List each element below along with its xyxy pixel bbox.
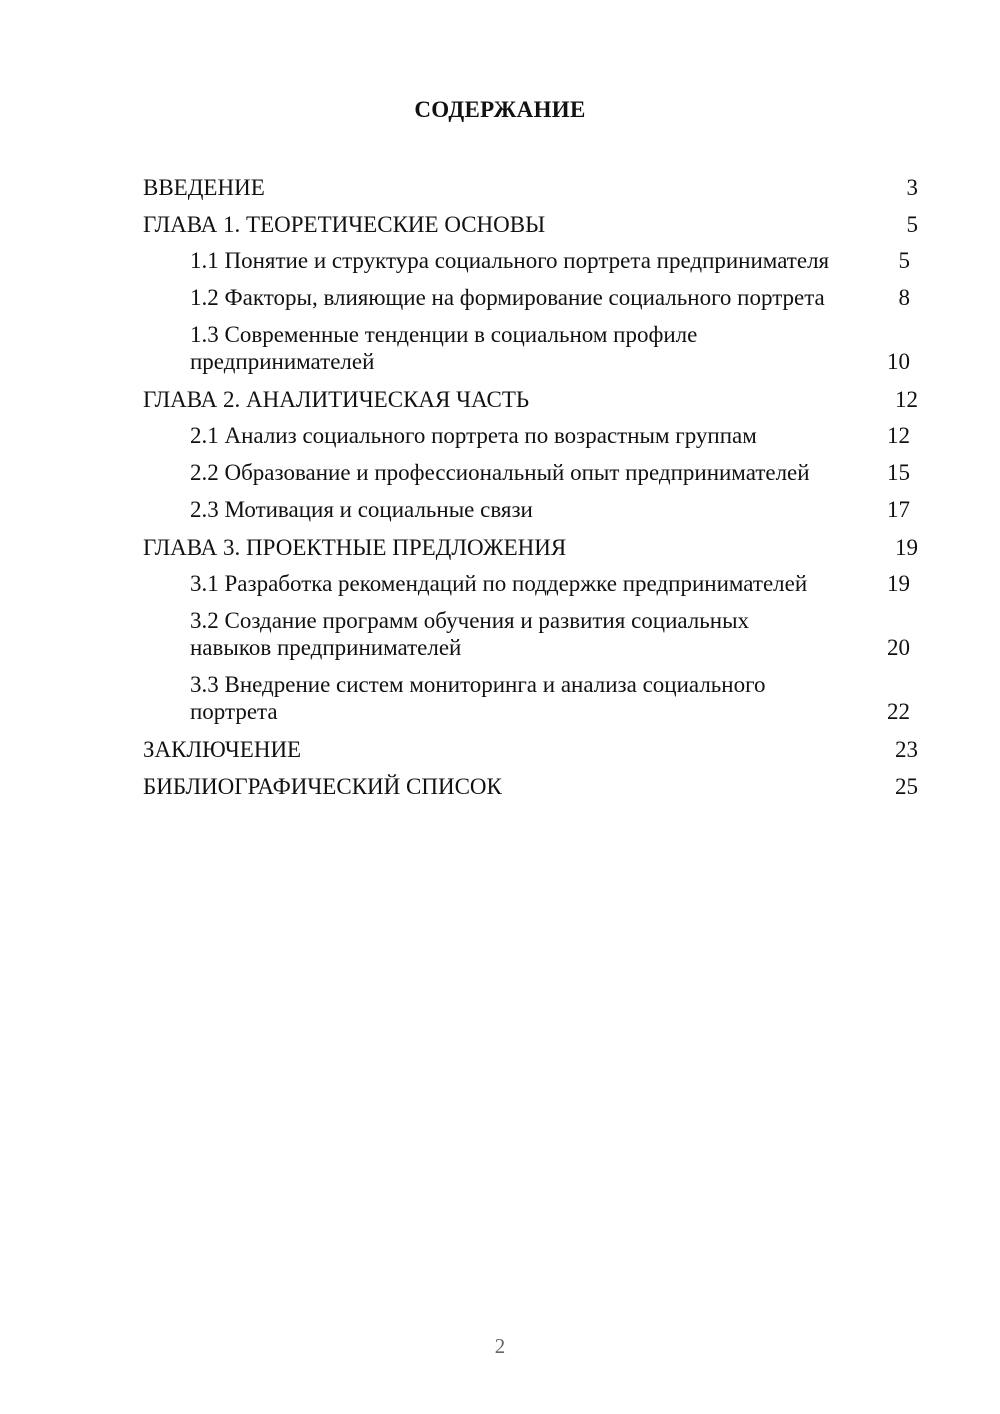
toc-entry: [143, 317, 918, 381]
toc-entry-title: БИБЛИОГРАФИЧЕСКИЙ СПИСОК: [143, 774, 502, 799]
toc-entry: [143, 667, 918, 731]
toc-entry: [143, 280, 918, 317]
toc-entry-title: ГЛАВА 2. АНАЛИТИЧЕСКАЯ ЧАСТЬ: [143, 387, 530, 412]
toc-entry-page: 19: [887, 571, 910, 596]
toc-entry-title: 1.2 Факторы, влияющие на формирование социального портрета: [190, 285, 825, 310]
toc-entry: [143, 206, 918, 243]
toc-entry-title: ГЛАВА 3. ПРОЕКТНЫЕ ПРЕДЛОЖЕНИЯ: [143, 535, 567, 560]
toc-entry-page: 12: [895, 387, 918, 412]
toc-entry-title: 1.3 Современные тенденции в социальном профиле предпринимателей: [190, 322, 698, 374]
toc-entry: [143, 243, 918, 280]
toc-entry-page: 12: [887, 423, 910, 448]
toc-entry: [143, 566, 918, 603]
toc-entry-title: 2.3 Мотивация и социальные связи: [190, 497, 533, 522]
toc-entry-page: 10: [887, 349, 910, 374]
toc-entry-title: ВВЕДЕНИЕ: [143, 175, 265, 200]
toc-entry: [143, 492, 918, 529]
toc-entry-title: 3.2 Создание программ обучения и развития социальных навыков предпринимателей: [190, 608, 750, 660]
page-number: 2: [494, 1334, 506, 1358]
toc-entry-title: 2.1 Анализ социального портрета по возрастным группам: [190, 423, 757, 448]
toc-entry: [143, 418, 918, 455]
toc-entry-page: 17: [887, 497, 910, 522]
toc-entry-page: 23: [895, 737, 918, 762]
toc-entry-title: 2.2 Образование и профессиональный опыт предпринимателей: [190, 460, 810, 485]
toc-entry-page: 3: [906, 175, 918, 200]
toc-entry: [143, 381, 918, 418]
toc-entry-title: 3.1 Разработка рекомендаций по поддержке предпринимателей: [190, 571, 808, 596]
toc-entry-page: 8: [898, 285, 910, 310]
page-title: СОДЕРЖАНИЕ: [414, 97, 586, 122]
toc-entry-title: ЗАКЛЮЧЕНИЕ: [143, 737, 302, 762]
toc-entry-title: 1.1 Понятие и структура социального портрета предпринимателя: [190, 248, 830, 273]
toc-entry: [143, 731, 918, 768]
toc-entry: [143, 603, 918, 667]
toc-entry-title: 3.3 Внедрение систем мониторинга и анализа социального портрета: [190, 672, 766, 724]
toc-entry: [143, 455, 918, 492]
toc-entry-page: 25: [895, 774, 918, 799]
toc-entry-page: 19: [895, 535, 918, 560]
toc-entry-title: ГЛАВА 1. ТЕОРЕТИЧЕСКИЕ ОСНОВЫ: [143, 212, 546, 237]
toc-entry-page: 5: [898, 248, 910, 273]
toc-entry: [143, 169, 918, 206]
toc-entry-page: 15: [887, 460, 910, 485]
toc-entry-page: 20: [887, 635, 910, 660]
toc-entry: [143, 529, 918, 566]
toc-entry-page: 5: [906, 212, 918, 237]
table-of-contents: [143, 169, 918, 805]
toc-entry: [143, 768, 918, 805]
toc-entry-page: 22: [887, 699, 910, 724]
